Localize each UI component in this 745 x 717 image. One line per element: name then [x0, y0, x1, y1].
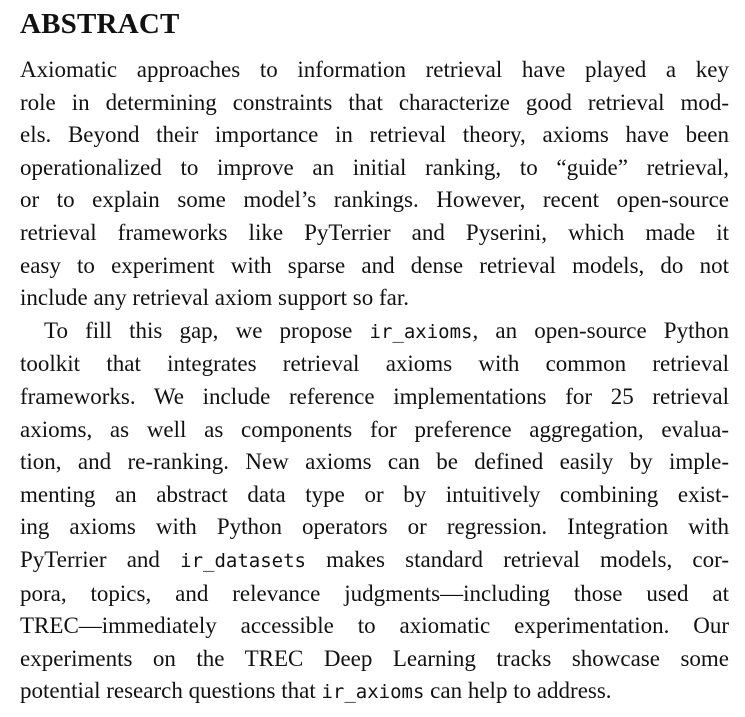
text-line: axioms, as well as components for preference aggregation, evalua- [20, 416, 729, 442]
text-line: experiments on the TREC Deep Learning tracks showcase some [20, 645, 729, 671]
text-line: ing axioms with Python operators or regression. Integration with [20, 514, 729, 540]
code-term: ir_axioms [369, 320, 473, 343]
text-line: tion, and re-ranking. New axioms can be defined easily by imple- [20, 449, 729, 475]
abstract-paragraph-2 [20, 315, 729, 709]
section-heading: ABSTRACT [20, 8, 180, 40]
text-line: include any retrieval axiom support so far. [20, 285, 409, 311]
text-line: menting an abstract data type or by intuitively combining exist- [20, 481, 729, 507]
text-line [20, 675, 729, 709]
text-run: can help to address. [424, 678, 612, 704]
text-line: TREC—immediately accessible to axiomatic experimentation. Our [20, 613, 729, 639]
text-run: potential research questions that [20, 678, 322, 704]
text-line: els. Beyond their importance in retrieval theory, axioms have been [20, 122, 729, 148]
text-line: pora, topics, and relevance judgments—including those used at [20, 580, 729, 606]
text-line: toolkit that integrates retrieval axioms with common retrieval [20, 351, 729, 377]
text-line: role in determining constraints that characterize good retrieval mod- [20, 89, 729, 115]
abstract-section [20, 6, 729, 709]
text-run: PyTerrier and [20, 546, 181, 572]
code-term: ir_datasets [180, 549, 306, 572]
code-term: ir_axioms [321, 681, 425, 704]
text-line: easy to experiment with sparse and dense retrieval models, do not [20, 252, 729, 278]
text-line: retrieval frameworks like PyTerrier and Pyserini, which made it [20, 219, 729, 245]
abstract-paragraph-1 [20, 54, 729, 315]
text-run: To fill this gap, we propose [44, 317, 370, 343]
text-line [20, 315, 729, 349]
text-line [20, 544, 729, 578]
text-run: , an open-source Python [472, 317, 729, 343]
text-line: or to explain some model’s rankings. However, recent open-source [20, 187, 729, 213]
text-line: frameworks. We include reference implementations for 25 retrieval [20, 383, 729, 409]
text-line: operationalized to improve an initial ranking, to “guide” retrieval, [20, 154, 729, 180]
text-run: makes standard retrieval models, cor- [305, 546, 729, 572]
text-line: Axiomatic approaches to information retrieval have played a key [20, 57, 729, 82]
